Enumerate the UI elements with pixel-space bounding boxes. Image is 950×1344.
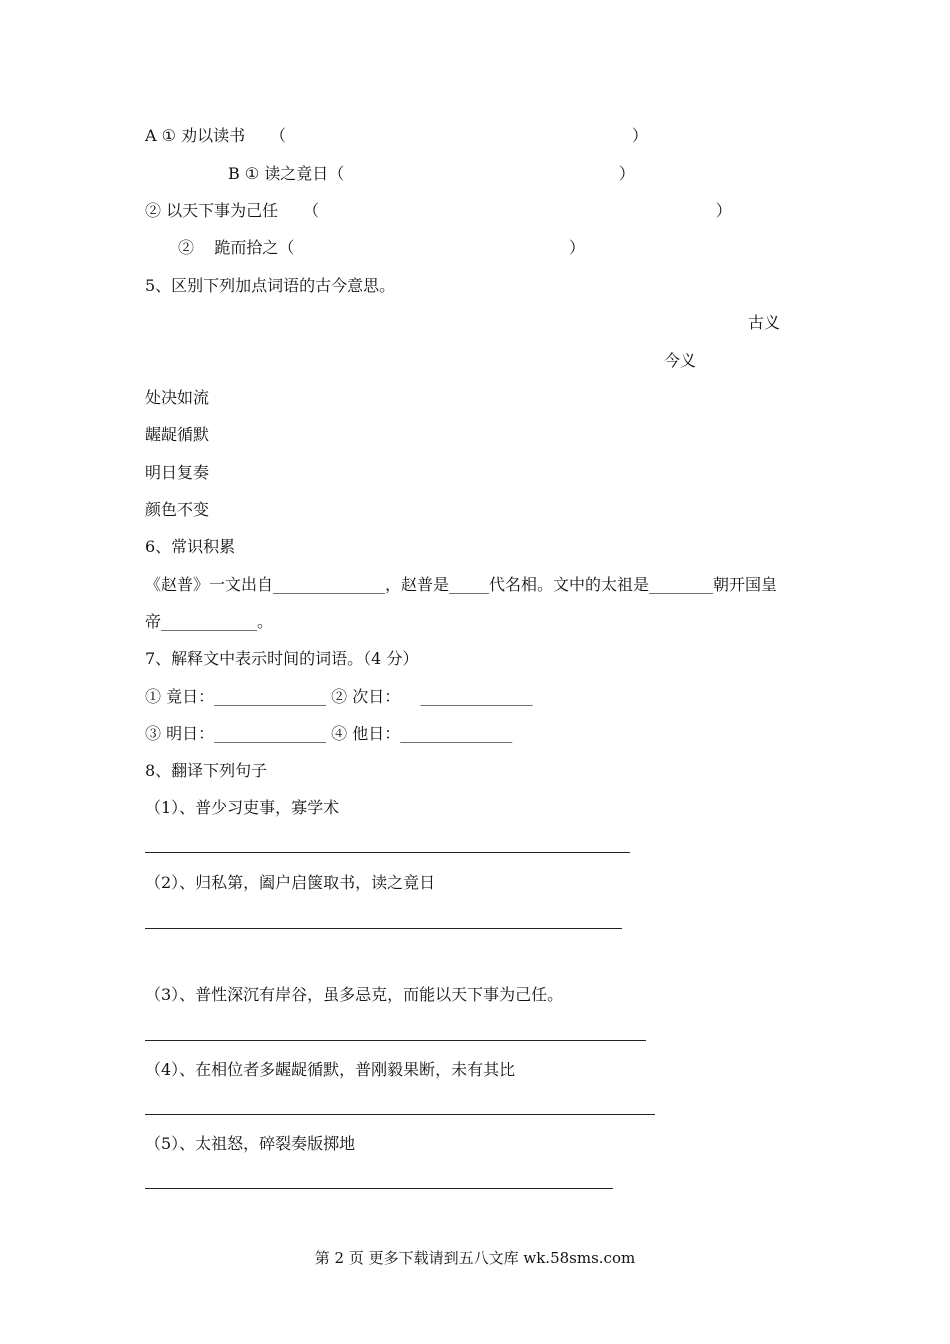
q5-title: 5、区别下列加点词语的古今意思。 — [145, 276, 396, 295]
answer-line — [145, 852, 630, 853]
answer-line — [145, 1040, 646, 1041]
q8-sentence: （5）、太祖怒，碎裂奏版掷地 — [145, 1134, 356, 1153]
answer-line — [145, 1114, 655, 1115]
q4-a1-label: A ① 劝以读书 — [145, 126, 246, 145]
q6-line2: 帝____________。 — [145, 612, 274, 631]
q8-sentence: （3）、普性深沉有岸谷，虽多忌克，而能以天下事为己任。 — [145, 985, 564, 1004]
q4-a1-answer-paren: （ ） — [270, 126, 648, 145]
q4-a2-label: ② 以天下事为己任 — [145, 201, 279, 220]
q7-title: 7、解释文中表示时间的词语。（4 分） — [145, 649, 419, 668]
q5-header-modern: 今义 — [664, 351, 697, 370]
q8-sentence: （2）、归私第，阖户启箧取书，读之竟日 — [145, 873, 436, 892]
q8-sentence: （1）、普少习吏事，寡学术 — [145, 798, 340, 817]
q5-item: 龌龊循默 — [145, 425, 210, 444]
page-footer: 第 2 页 更多下载请到五八文库 wk.58sms.com — [314, 1249, 636, 1267]
q7-row1: ① 竟日：______________ ② 次日： ______________ — [145, 687, 533, 706]
q8-sentence: （4）、在相位者多龌龊循默，普刚毅果断，未有其比 — [145, 1060, 516, 1079]
q5-item: 颜色不变 — [145, 500, 210, 519]
answer-line — [145, 1188, 613, 1189]
q5-item: 处决如流 — [145, 388, 210, 407]
q4-a2-answer-paren: （ ） — [303, 201, 732, 220]
answer-line — [145, 928, 622, 929]
q6-line1: 《赵普》一文出自______________，赵普是_____代名相。文中的太祖是________朝开国皇 — [145, 575, 778, 594]
q4-b2-line: ② 跪而拾之（ ） — [178, 238, 585, 257]
q8-title: 8、翻译下列句子 — [145, 761, 268, 780]
q5-item: 明日复奏 — [145, 463, 210, 482]
q7-row2: ③ 明日：______________ ④ 他日：______________ — [145, 724, 513, 743]
q5-header-ancient: 古义 — [748, 313, 781, 332]
q4-b1-line: B ① 读之竟日（ ） — [228, 164, 635, 183]
q6-title: 6、常识积累 — [145, 537, 236, 556]
